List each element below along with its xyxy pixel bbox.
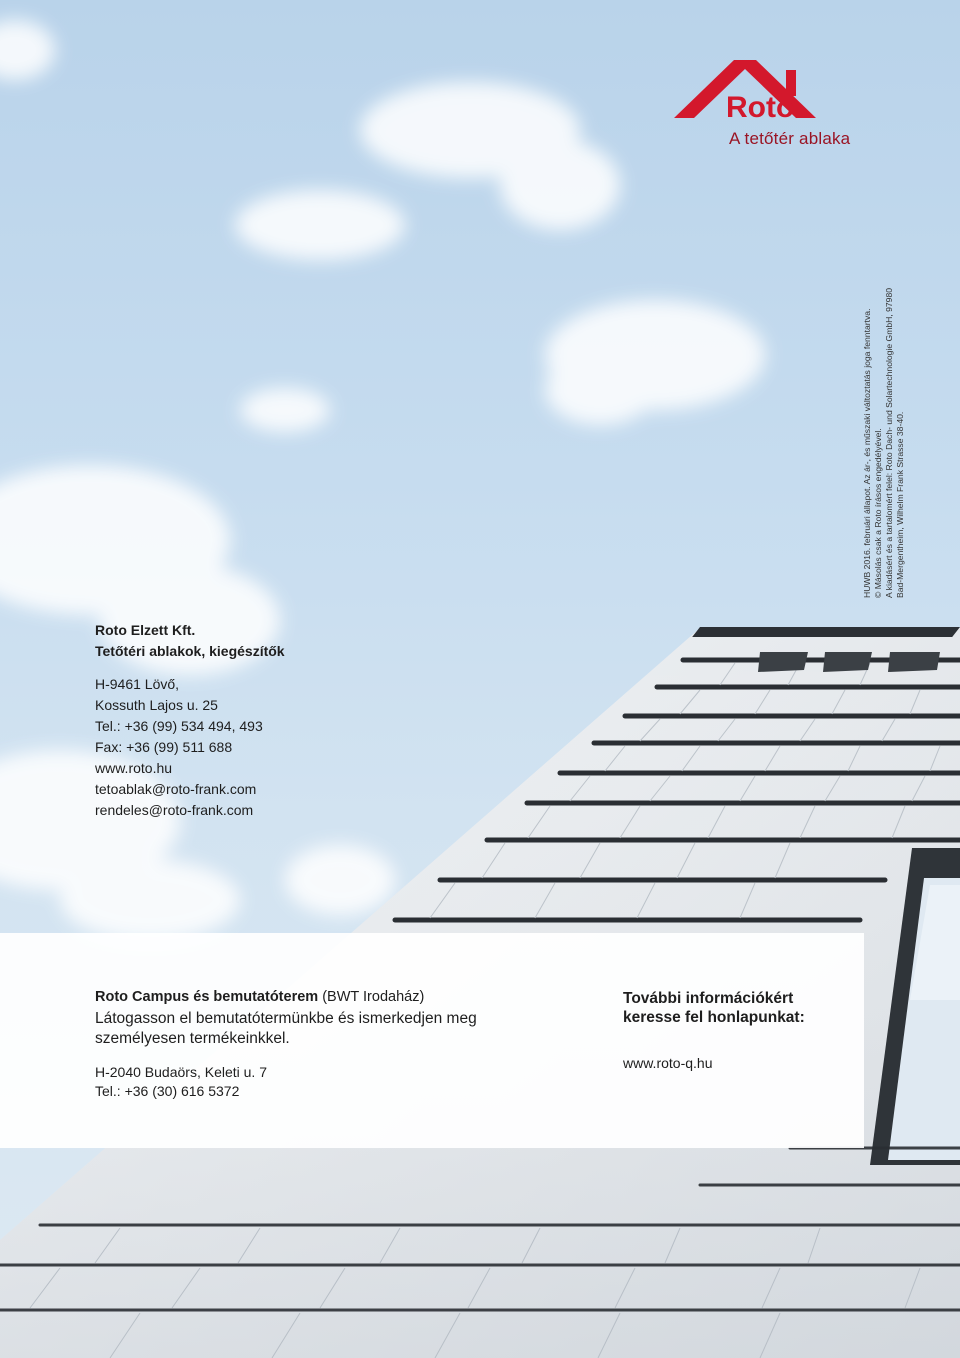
company-email-link[interactable]: tetoablak@roto-frank.com (95, 781, 257, 797)
campus-tel[interactable]: Tel.: +36 (30) 616 5372 (95, 1083, 240, 1099)
company-fax: Fax: +36 (99) 511 688 (95, 739, 233, 755)
campus-title-line (95, 988, 535, 1007)
legal-note-line: HUWB 2016. februári állapot. Az ár-, és műszaki változtatás joga fenntartva. (862, 308, 872, 598)
legal-note (862, 238, 906, 598)
company-division: Tetőtéri ablakok, kiegészítők (95, 643, 285, 659)
company-website-link[interactable]: www.roto.hu (95, 760, 173, 776)
campus-title-suffix: (BWT Irodaház) (322, 989, 425, 1005)
roof-vents (758, 652, 940, 672)
more-info (623, 989, 853, 1071)
company-name: Roto Elzett Kft. (95, 622, 196, 638)
campus-description: Látogasson el bemutatótermünkbe és ismerkedjen meg személyesen termékeinkkel. (95, 1010, 477, 1047)
more-info-heading-line1: További információkért (623, 990, 794, 1007)
campus-info (95, 988, 535, 1101)
company-street: Kossuth Lajos u. 25 (95, 697, 218, 713)
company-city: H-9461 Lövő, (95, 676, 180, 692)
more-info-heading-line2: keresse fel honlapunkat: (623, 1009, 805, 1026)
company-tel[interactable]: Tel.: +36 (99) 534 494, 493 (95, 718, 263, 734)
legal-note-line: © Másolás csak a Roto írásos engedélyével. (873, 428, 883, 598)
legal-note-line: Bad-Mergentheim, Wilhelm Frank Strasse 38-40. (895, 411, 905, 598)
logo-wordmark: Roto (726, 91, 795, 124)
company-address (95, 620, 285, 821)
campus-address: H-2040 Budaörs, Keleti u. 7 (95, 1064, 267, 1080)
company-email-link[interactable]: rendeles@roto-frank.com (95, 802, 254, 818)
legal-note-line: A kiadásért és a tartalomért felel: Roto Dach- und Solartechnologie GmbH, 97980 (884, 287, 894, 598)
logo-tagline: A tetőtér ablaka (729, 129, 851, 148)
more-info-website-link[interactable]: www.roto-q.hu (623, 1055, 713, 1071)
campus-title: Roto Campus és bemutatóterem (95, 989, 319, 1005)
